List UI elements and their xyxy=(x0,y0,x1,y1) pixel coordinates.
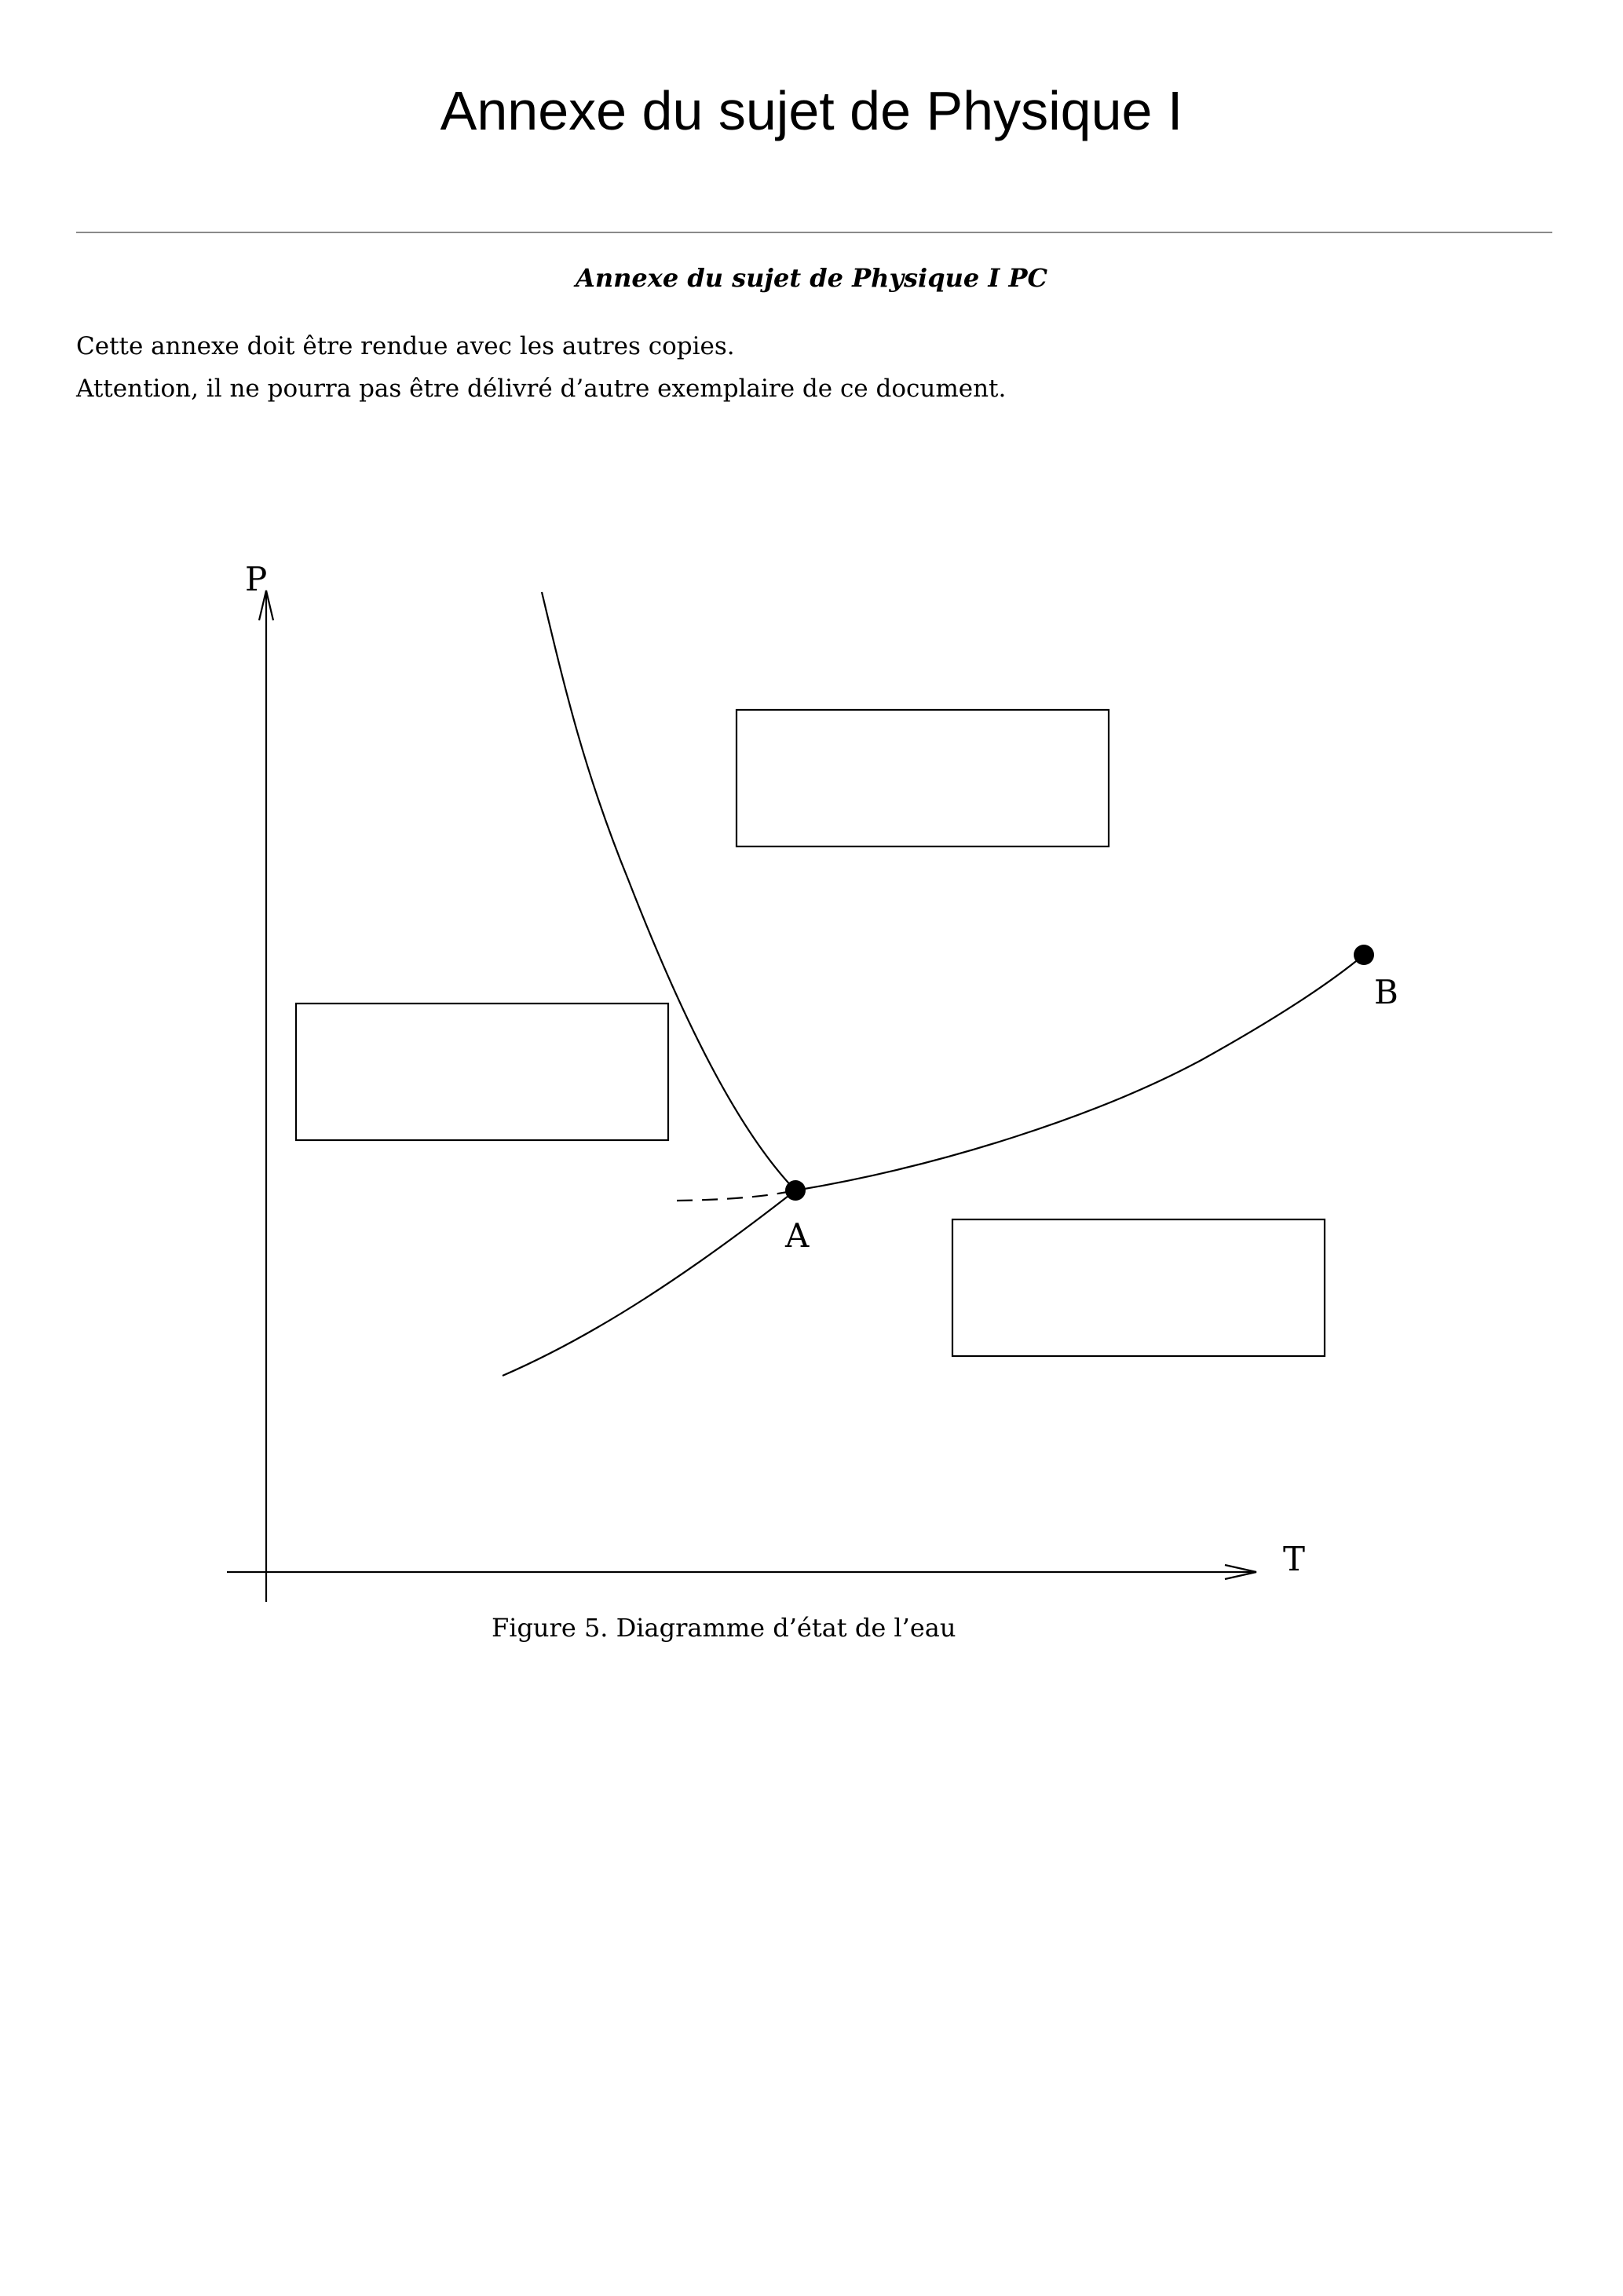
triple-point-a xyxy=(785,1180,806,1201)
critical-point-b xyxy=(1354,945,1374,965)
critical-point-label: B xyxy=(1374,973,1398,1011)
page-title: Annexe du sujet de Physique I xyxy=(440,80,1183,141)
annex-subtitle: Annexe du sujet de Physique I PC xyxy=(576,263,1047,293)
answer-box-left[interactable] xyxy=(296,1004,668,1140)
answer-box-top[interactable] xyxy=(737,710,1109,846)
supercooled-liquid-dashed-curve xyxy=(677,1190,795,1201)
figure-caption: Figure 5. Diagramme d’état de l’eau xyxy=(492,1613,956,1643)
answer-box-right[interactable] xyxy=(952,1219,1325,1356)
sublimation-curve xyxy=(503,1190,795,1376)
vaporization-curve xyxy=(795,955,1364,1190)
triple-point-label: A xyxy=(785,1216,810,1255)
notice-line-1: Cette annexe doit être rendue avec les autres copies. xyxy=(76,332,735,360)
notice-line-2: Attention, il ne pourra pas être délivré d’autre exemplaire de ce document. xyxy=(76,375,1007,403)
temperature-axis-label: T xyxy=(1283,1540,1306,1578)
pressure-axis-label: P xyxy=(245,560,268,598)
